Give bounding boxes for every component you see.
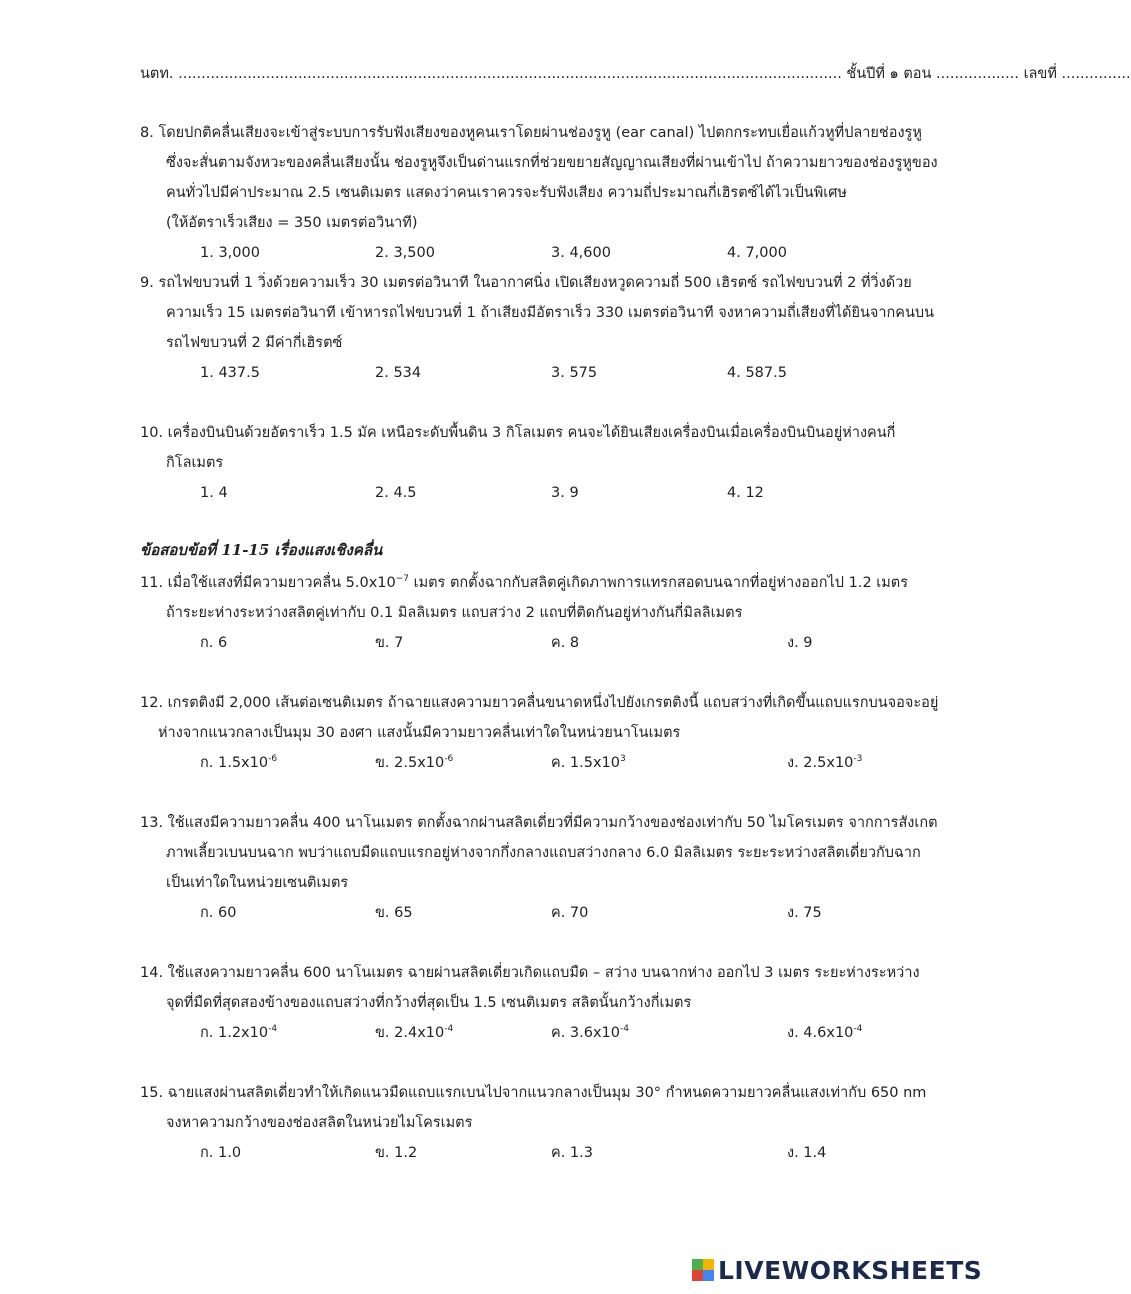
q14-option-a[interactable] (200, 1018, 277, 1048)
q8-option-1[interactable]: 1. 3,000 (200, 245, 260, 261)
q12-option-b-base: ข. 2.5x10 (375, 755, 445, 771)
q15-option-c[interactable]: ค. 1.3 (551, 1145, 593, 1161)
q12-option-b[interactable] (375, 748, 453, 778)
q11-line-1-pre: 11. เมื่อใช้แสงที่มีความยาวคลื่น 5.0x10 (140, 575, 396, 591)
q9-option-1[interactable]: 1. 437.5 (200, 365, 260, 381)
q10-line-2: กิโลเมตร (166, 455, 224, 471)
logo-square-1 (692, 1259, 703, 1270)
q13-option-c[interactable]: ค. 70 (551, 905, 589, 921)
q10-option-3[interactable]: 3. 9 (551, 485, 579, 501)
logo-square-3 (692, 1270, 703, 1281)
q14-option-d-exp: -4 (853, 1024, 863, 1035)
student-info-line: นตท. ................................................................................................................................................ ชั้นปีที่ ๑ ตอน .................. เลขที่ ............... (140, 66, 1131, 82)
q12-option-c-exp: 3 (620, 754, 626, 765)
q11-line-2: ถ้าระยะห่างระหว่างสลิตคู่เท่ากับ 0.1 มิลลิเมตร แถบสว่าง 2 แถบที่ติดกันอยู่ห่างกันกี่มิลลิเมตร (166, 605, 743, 621)
q9-line-2: ความเร็ว 15 เมตรต่อวินาที เข้าหารถไฟขบวนที่ 1 ถ้าเสียงมีอัตราเร็ว 330 เมตรต่อวินาที จงหาความถี่เสียงที่ได้ยินจากคนบน (166, 305, 935, 321)
liveworksheets-logo-icon (692, 1259, 714, 1281)
q8-line-1: 8. โดยปกติคลื่นเสียงจะเข้าสู่ระบบการรับฟังเสียงของหูคนเราโดยผ่านช่องรูหู (ear canal) ไปตกกระทบเยื่อแก้วหูที่ปลายช่องรูหู (140, 125, 922, 141)
liveworksheets-logo-text: LIVEWORKSHEETS (718, 1255, 983, 1285)
q8-line-4: (ให้อัตราเร็วเสียง = 350 เมตรต่อวินาที) (166, 215, 418, 231)
q13-line-1: 13. ใช้แสงมีความยาวคลื่น 400 นาโนเมตร ตกตั้งฉากผ่านสลิตเดี่ยวที่มีความกว้างของช่องเท่ากับ 50 ไมโครเมตร จากการสังเกต (140, 815, 938, 831)
q14-option-b-exp: -4 (444, 1024, 454, 1035)
q10-line-1: 10. เครื่องบินบินด้วยอัตราเร็ว 1.5 มัค เหนือระดับพื้นดิน 3 กิโลเมตร คนจะได้ยินเสียงเครื่องบินเมื่อเครื่องบินบินอยู่ห่างคนกี่ (140, 425, 896, 441)
q14-line-1: 14. ใช้แสงความยาวคลื่น 600 นาโนเมตร ฉายผ่านสลิตเดี่ยวเกิดแถบมืด – สว่าง บนฉากห่าง ออกไป 3 เมตร ระยะห่างระหว่าง (140, 965, 920, 981)
q8-option-3[interactable]: 3. 4,600 (551, 245, 611, 261)
q15-line-1: 15. ฉายแสงผ่านสลิตเดี่ยวทำให้เกิดแนวมืดแถบแรกเบนไปจากแนวกลางเป็นมุม 30° กำหนดความยาวคลื่นแสงเท่ากับ 650 nm (140, 1085, 927, 1101)
q8-option-4[interactable]: 4. 7,000 (727, 245, 787, 261)
q12-option-c-base: ค. 1.5x10 (551, 755, 621, 771)
q14-option-a-exp: -4 (268, 1024, 278, 1035)
logo-square-2 (703, 1259, 714, 1270)
q12-option-d[interactable] (787, 748, 862, 778)
q8-option-2[interactable]: 2. 3,500 (375, 245, 435, 261)
liveworksheets-logo[interactable] (692, 1252, 982, 1288)
logo-square-4 (703, 1270, 714, 1281)
q8-line-2: ซึ่งจะสั่นตามจังหวะของคลื่นเสียงนั้น ช่องรูหูจึงเป็นด่านแรกที่ช่วยขยายสัญญาณเสียงที่ผ่านเข้าไป ถ้าความยาวของช่องรูหูของ (166, 155, 938, 171)
q11-line-1-post: เมตร ตกตั้งฉากกับสลิตคู่เกิดภาพการแทรกสอดบนฉากที่อยู่ห่างออกไป 1.2 เมตร (409, 575, 908, 591)
q9-line-3: รถไฟขบวนที่ 2 มีค่ากี่เฮิรตซ์ (166, 335, 343, 351)
q14-option-d-base: ง. 4.6x10 (787, 1025, 854, 1041)
q11-option-c[interactable]: ค. 8 (551, 635, 580, 651)
q15-line-2: จงหาความกว้างของช่องสลิตในหน่วยไมโครเมตร (166, 1115, 473, 1131)
section-title: ข้อสอบข้อที่ 11-15 เรื่องแสงเชิงคลื่น (140, 541, 383, 559)
q14-option-c-base: ค. 3.6x10 (551, 1025, 621, 1041)
q10-option-1[interactable]: 1. 4 (200, 485, 228, 501)
q14-line-2: จุดที่มืดที่สุดสองข้างของแถบสว่างที่กว้างที่สุดเป็น 1.5 เซนติเมตร สลิตนั้นกว้างกี่เมตร (166, 995, 692, 1011)
q13-line-2: ภาพเลี้ยวเบนบนฉาก พบว่าแถบมืดแถบแรกอยู่ห่างจากกึ่งกลางแถบสว่างกลาง 6.0 มิลลิเมตร ระยะระหว่างสลิตเดี่ยวกับฉาก (166, 845, 921, 861)
q15-option-b[interactable]: ข. 1.2 (375, 1145, 418, 1161)
q15-option-d[interactable]: ง. 1.4 (787, 1145, 827, 1161)
q11-option-b[interactable]: ข. 7 (375, 635, 404, 651)
q10-option-2[interactable]: 2. 4.5 (375, 485, 417, 501)
q9-option-4[interactable]: 4. 587.5 (727, 365, 787, 381)
q14-option-b[interactable] (375, 1018, 453, 1048)
q12-option-a[interactable] (200, 748, 277, 778)
q11-option-a[interactable]: ก. 6 (200, 635, 228, 651)
q12-option-d-exp: -3 (853, 754, 863, 765)
q9-option-2[interactable]: 2. 534 (375, 365, 422, 381)
q12-line-2: ห่างจากแนวกลางเป็นมุม 30 องศา แสงนั้นมีความยาวคลื่นเท่าใดในหน่วยนาโนเมตร (158, 725, 681, 741)
q12-option-a-base: ก. 1.5x10 (200, 755, 269, 771)
q14-option-a-base: ก. 1.2x10 (200, 1025, 269, 1041)
q12-option-b-exp: -6 (444, 754, 454, 765)
q11-option-d[interactable]: ง. 9 (787, 635, 813, 651)
q9-line-1: 9. รถไฟขบวนที่ 1 วิ่งด้วยความเร็ว 30 เมตรต่อวินาที ในอากาศนิ่ง เปิดเสียงหวูดความถี่ 500 เฮิรตซ์ รถไฟขบวนที่ 2 ที่วิ่งด้วย (140, 275, 912, 291)
q14-option-c[interactable] (551, 1018, 629, 1048)
q15-option-a[interactable]: ก. 1.0 (200, 1145, 242, 1161)
q14-option-c-exp: -4 (620, 1024, 629, 1035)
q13-line-3: เป็นเท่าใดในหน่วยเซนติเมตร (166, 875, 349, 891)
q14-option-b-base: ข. 2.4x10 (375, 1025, 445, 1041)
q13-option-a[interactable]: ก. 60 (200, 905, 237, 921)
q13-option-b[interactable]: ข. 65 (375, 905, 413, 921)
q14-option-d[interactable] (787, 1018, 862, 1048)
q12-option-d-base: ง. 2.5x10 (787, 755, 854, 771)
q8-line-3: คนทั่วไปมีค่าประมาณ 2.5 เซนติเมตร แสดงว่าคนเราควรจะรับฟังเสียง ความถี่ประมาณกี่เฮิรตซ์ได้ไวเป็นพิเศษ (166, 185, 847, 201)
q11-line-1 (140, 568, 908, 598)
q13-option-d[interactable]: ง. 75 (787, 905, 822, 921)
q12-option-c[interactable] (551, 748, 626, 778)
q12-line-1: 12. เกรตติงมี 2,000 เส้นต่อเซนติเมตร ถ้าฉายแสงความยาวคลื่นขนาดหนึ่งไปยังเกรตติงนี้ แถบสว่างที่เกิดขึ้นแถบแรกบนจอจะอยู่ (140, 695, 939, 711)
q11-exponent: −7 (395, 574, 410, 585)
q9-option-3[interactable]: 3. 575 (551, 365, 598, 381)
q12-option-a-exp: -6 (268, 754, 278, 765)
q10-option-4[interactable]: 4. 12 (727, 485, 764, 501)
